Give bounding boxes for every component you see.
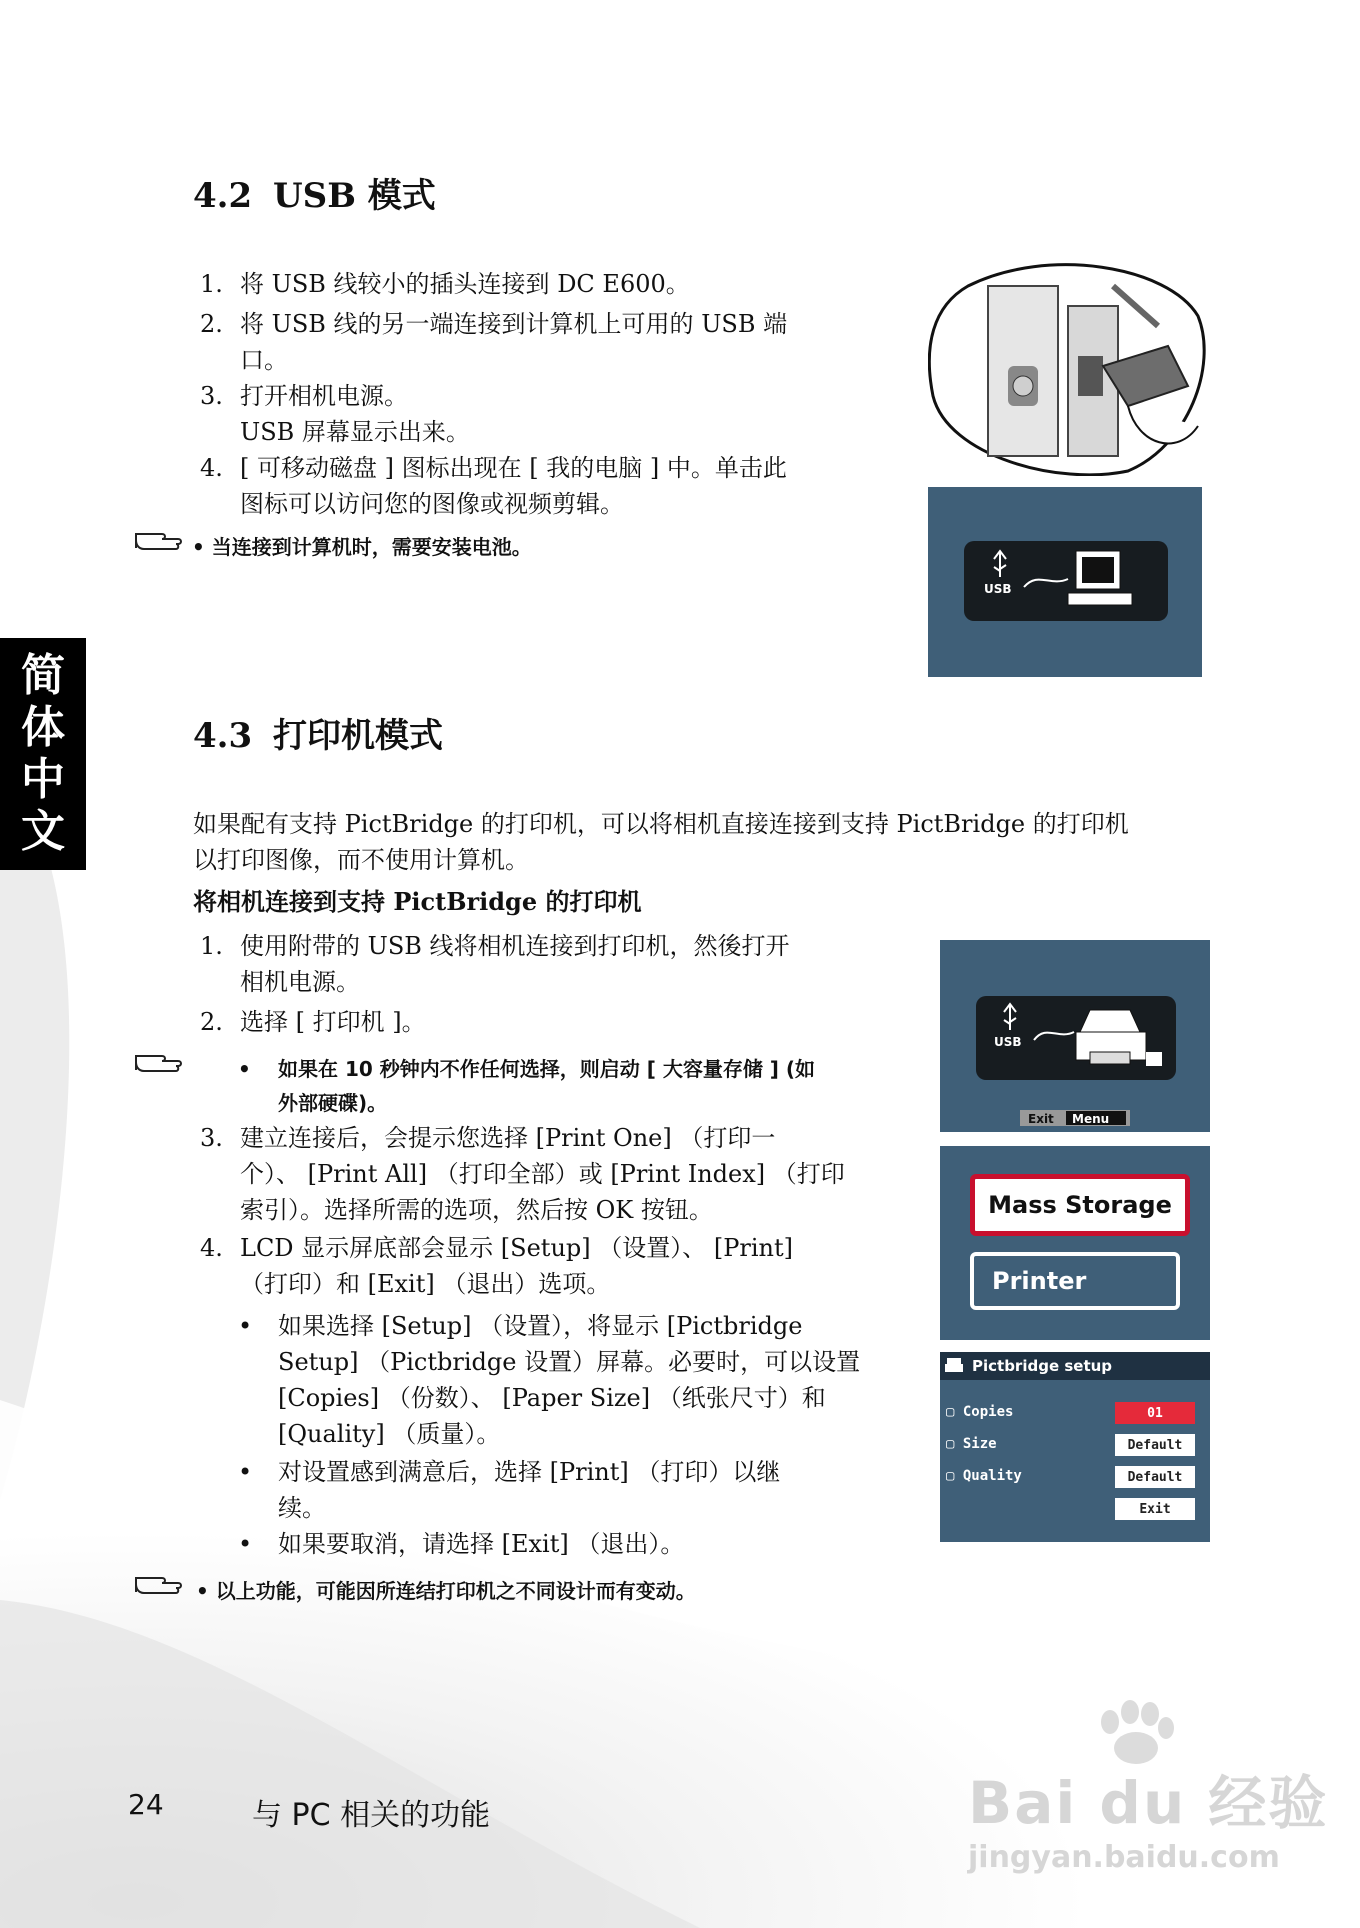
section-title: USB 模式 xyxy=(273,176,436,216)
bullet-item: • 对设置感到满意后，选择 [Print] （打印）以继 续。 xyxy=(238,1454,898,1526)
bullet-dot: • xyxy=(238,1312,253,1340)
bullet-dot: • xyxy=(238,1057,251,1081)
pictbridge-title: Pictbridge setup xyxy=(972,1357,1113,1375)
bullet-dot: • xyxy=(238,1458,253,1486)
size-row[interactable]: ▢ Size xyxy=(946,1436,997,1452)
usb-screen xyxy=(928,487,1202,677)
bullet-dot: • xyxy=(238,1530,253,1558)
watermark-brand: Bai du 经验 xyxy=(968,1769,1329,1837)
pointing-hand-icon xyxy=(132,1046,188,1076)
list-item: 2. 选择 [ 打印机 ]。 xyxy=(200,1008,426,1036)
pictbridge-setup-screen xyxy=(940,1352,1210,1542)
intro-paragraph: 如果配有支持 PictBridge 的打印机，可以将相机直接连接到支持 PictBridge 的打印机 以打印图像，而不使用计算机。 xyxy=(193,810,1129,874)
note: • 当连接到计算机时，需要安装电池。 xyxy=(192,535,532,559)
bullet-dot: • xyxy=(196,1579,216,1603)
note: • 以上功能，可能因所连结打印机之不同设计而有变动。 xyxy=(196,1579,696,1603)
mass-storage-button[interactable]: Mass Storage xyxy=(970,1174,1190,1236)
paw-icon xyxy=(1090,1700,1180,1770)
section-heading-4-3 xyxy=(193,708,443,757)
bullet-dot: • xyxy=(192,535,212,559)
list-item: 1. 使用附带的 USB 线将相机连接到打印机，然後打开 相机电源。 xyxy=(200,932,790,996)
footer-title: 与 PC 相关的功能 xyxy=(252,1798,491,1833)
mode-select-screen xyxy=(940,1146,1210,1340)
usb-label: USB xyxy=(984,582,1012,596)
pictbridge-icon xyxy=(1146,1052,1162,1066)
size-value[interactable]: Default xyxy=(1115,1434,1195,1456)
usb-label: USB xyxy=(994,1035,1022,1049)
list-item: 1. 将 USB 线较小的插头连接到 DC E600。 xyxy=(200,270,690,298)
section-number: 4.2 xyxy=(193,176,253,216)
exit-button[interactable]: Exit xyxy=(1115,1498,1195,1520)
section-title: 打印机模式 xyxy=(273,716,443,756)
pointing-hand-icon xyxy=(132,524,188,554)
watermark-url: jingyan.baidu.com xyxy=(968,1840,1280,1875)
section-number: 4.3 xyxy=(193,716,253,756)
language-side-tab: 简 体 中 文 xyxy=(0,638,86,870)
note: • 如果在 10 秒钟内不作任何选择，则启动 [ 大容量存储 ] (如 外部硬碟)。 xyxy=(238,1052,898,1120)
exit-label: Exit xyxy=(1028,1112,1054,1126)
quality-value[interactable]: Default xyxy=(1115,1466,1195,1488)
section-heading-4-2 xyxy=(193,168,436,217)
printer-button[interactable]: Printer xyxy=(970,1252,1180,1310)
printer-connect-screen xyxy=(940,940,1210,1132)
copies-row[interactable]: ▢ Copies xyxy=(946,1404,1014,1420)
bullet-item: • 如果要取消，请选择 [Exit] （退出）。 xyxy=(238,1526,898,1562)
list-item: 4. [ 可移动磁盘 ] 图标出现在 [ 我的电脑 ] 中。单击此 图标可以访问您的图像或视频剪辑。 xyxy=(200,454,787,518)
quality-row[interactable]: ▢ Quality xyxy=(946,1468,1022,1484)
list-item: 3. 打开相机电源。 USB 屏幕显示出来。 xyxy=(200,382,470,446)
list-item: 2. 将 USB 线的另一端连接到计算机上可用的 USB 端 口。 xyxy=(200,310,788,374)
page-number: 24 xyxy=(128,1788,164,1821)
copies-value[interactable]: 01 xyxy=(1115,1402,1195,1424)
pointing-hand-icon xyxy=(132,1568,188,1598)
list-item: 4. LCD 显示屏底部会显示 [Setup] （设置）、 [Print] （打印）和 [Exit] （退出）选项。 xyxy=(200,1234,794,1298)
menu-label: Menu xyxy=(1072,1112,1110,1126)
list-item: 3. 建立连接后，会提示您选择 [Print One] （打印一 个）、 [Print All] （打印全部）或 [Print Index] （打印 索引）。选择所需的选项，然后按 OK 按钮。 xyxy=(200,1124,845,1224)
subheading: 将相机连接到支持 PictBridge 的打印机 xyxy=(193,887,642,916)
bullet-item: • 如果选择 [Setup] （设置），将显示 [Pictbridge Setup] （Pictbridge 设置）屏幕。必要时，可以设置 [Copies] （份数）、 [Paper Size] （纸张尺寸）和 [Quality] （质量）。 xyxy=(238,1308,898,1452)
printer-icon xyxy=(944,1357,964,1375)
camera-usb-photo xyxy=(928,256,1206,476)
